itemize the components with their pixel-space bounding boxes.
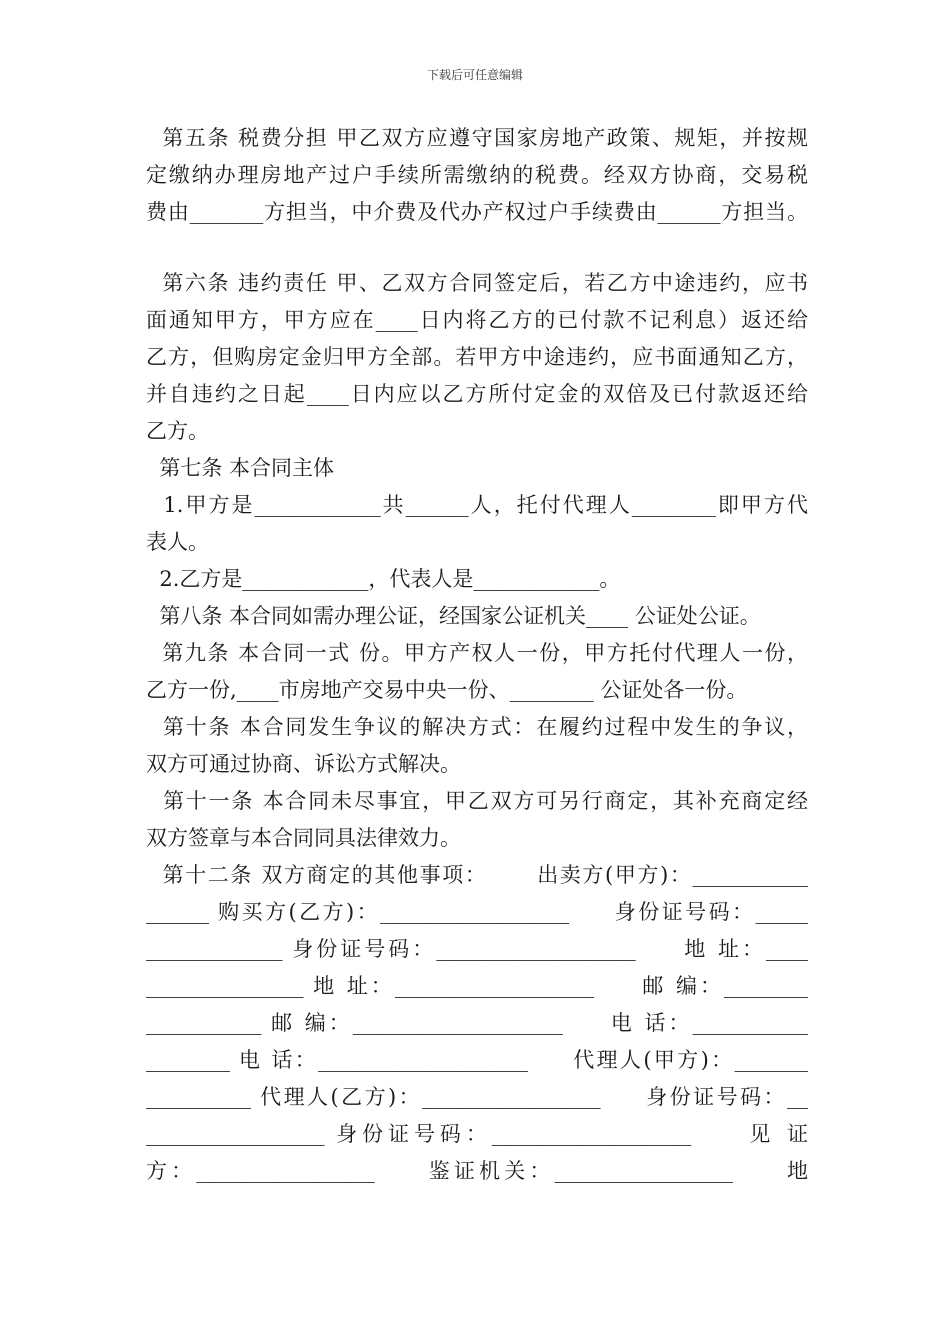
- text-line: 乙方一份,____市房地产交易中央一份、________ 公证处各一份。: [146, 678, 748, 702]
- text-line: 第五条 税费分担 甲乙双方应遵守国家房地产政策、规矩，并按规: [146, 126, 808, 150]
- text-line: ______ 购买方(乙方)：__________________ 身份证号码：_____: [146, 900, 808, 924]
- text-line: 并自违约之日起____日内应以乙方所付定金的双倍及已付款返还给: [146, 382, 808, 406]
- text-line: 方：_________________ 鉴证机关：_________________ 地: [146, 1159, 808, 1183]
- text-line: 乙方。: [146, 419, 209, 443]
- document-body: [146, 120, 808, 1190]
- text-line: 1.甲方是____________共______人，托付代理人________即甲方代: [146, 493, 808, 517]
- text-line: 第七条 本合同主体: [146, 456, 335, 480]
- text-line: 第十条 本合同发生争议的解决方式：在履约过程中发生的争议，: [146, 715, 808, 739]
- text-line: _____________ 身份证号码：___________________ 地 址：____: [146, 937, 808, 961]
- text-line: 表人。: [146, 530, 209, 554]
- text-line: 双方签章与本合同同具法律效力。: [146, 826, 461, 850]
- text-line: 第六条 违约责任 甲、乙双方合同签定后，若乙方中途违约，应书: [146, 271, 808, 295]
- text-line: 面通知甲方，甲方应在____日内将乙方的已付款不记利息）返还给: [146, 308, 808, 332]
- paragraph-gap: [146, 231, 808, 265]
- text-line: _______________ 地 址：___________________ 邮 编：________: [146, 974, 808, 998]
- text-line: 第十二条 双方商定的其他事项： 出卖方(甲方)：___________: [146, 863, 808, 887]
- text-line: 定缴纳办理房地产过户手续所需缴纳的税费。经双方协商，交易税: [146, 163, 808, 187]
- text-line: __________ 代理人(乙方)：_________________ 身份证号码：__: [146, 1085, 808, 1109]
- text-line: 第十一条 本合同未尽事宜，甲乙双方可另行商定，其补充商定经: [146, 789, 808, 813]
- text-line: _________________ 身份证号码：___________________ 见 证: [146, 1122, 808, 1146]
- text-line: 乙方，但购房定金归甲方全部。若甲方中途违约，应书面通知乙方，: [146, 345, 808, 369]
- text-line: 第八条 本合同如需办理公证，经国家公证机关____ 公证处公证。: [146, 604, 761, 628]
- text-line: ________ 电 话：____________________ 代理人(甲方)：_______: [146, 1048, 808, 1072]
- text-line: 第九条 本合同一式 份。甲方产权人一份，甲方托付代理人一份，: [146, 641, 808, 665]
- text-line: 2.乙方是____________，代表人是____________。: [146, 567, 621, 591]
- text-line: 费由_______方担当，中介费及代办产权过户手续费由______方担当。: [146, 200, 808, 224]
- page-header: 下载后可任意编辑: [426, 68, 523, 82]
- text-line: ___________ 邮 编：____________________ 电 话：___________: [146, 1011, 808, 1035]
- text-line: 双方可通过协商、诉讼方式解决。: [146, 752, 461, 776]
